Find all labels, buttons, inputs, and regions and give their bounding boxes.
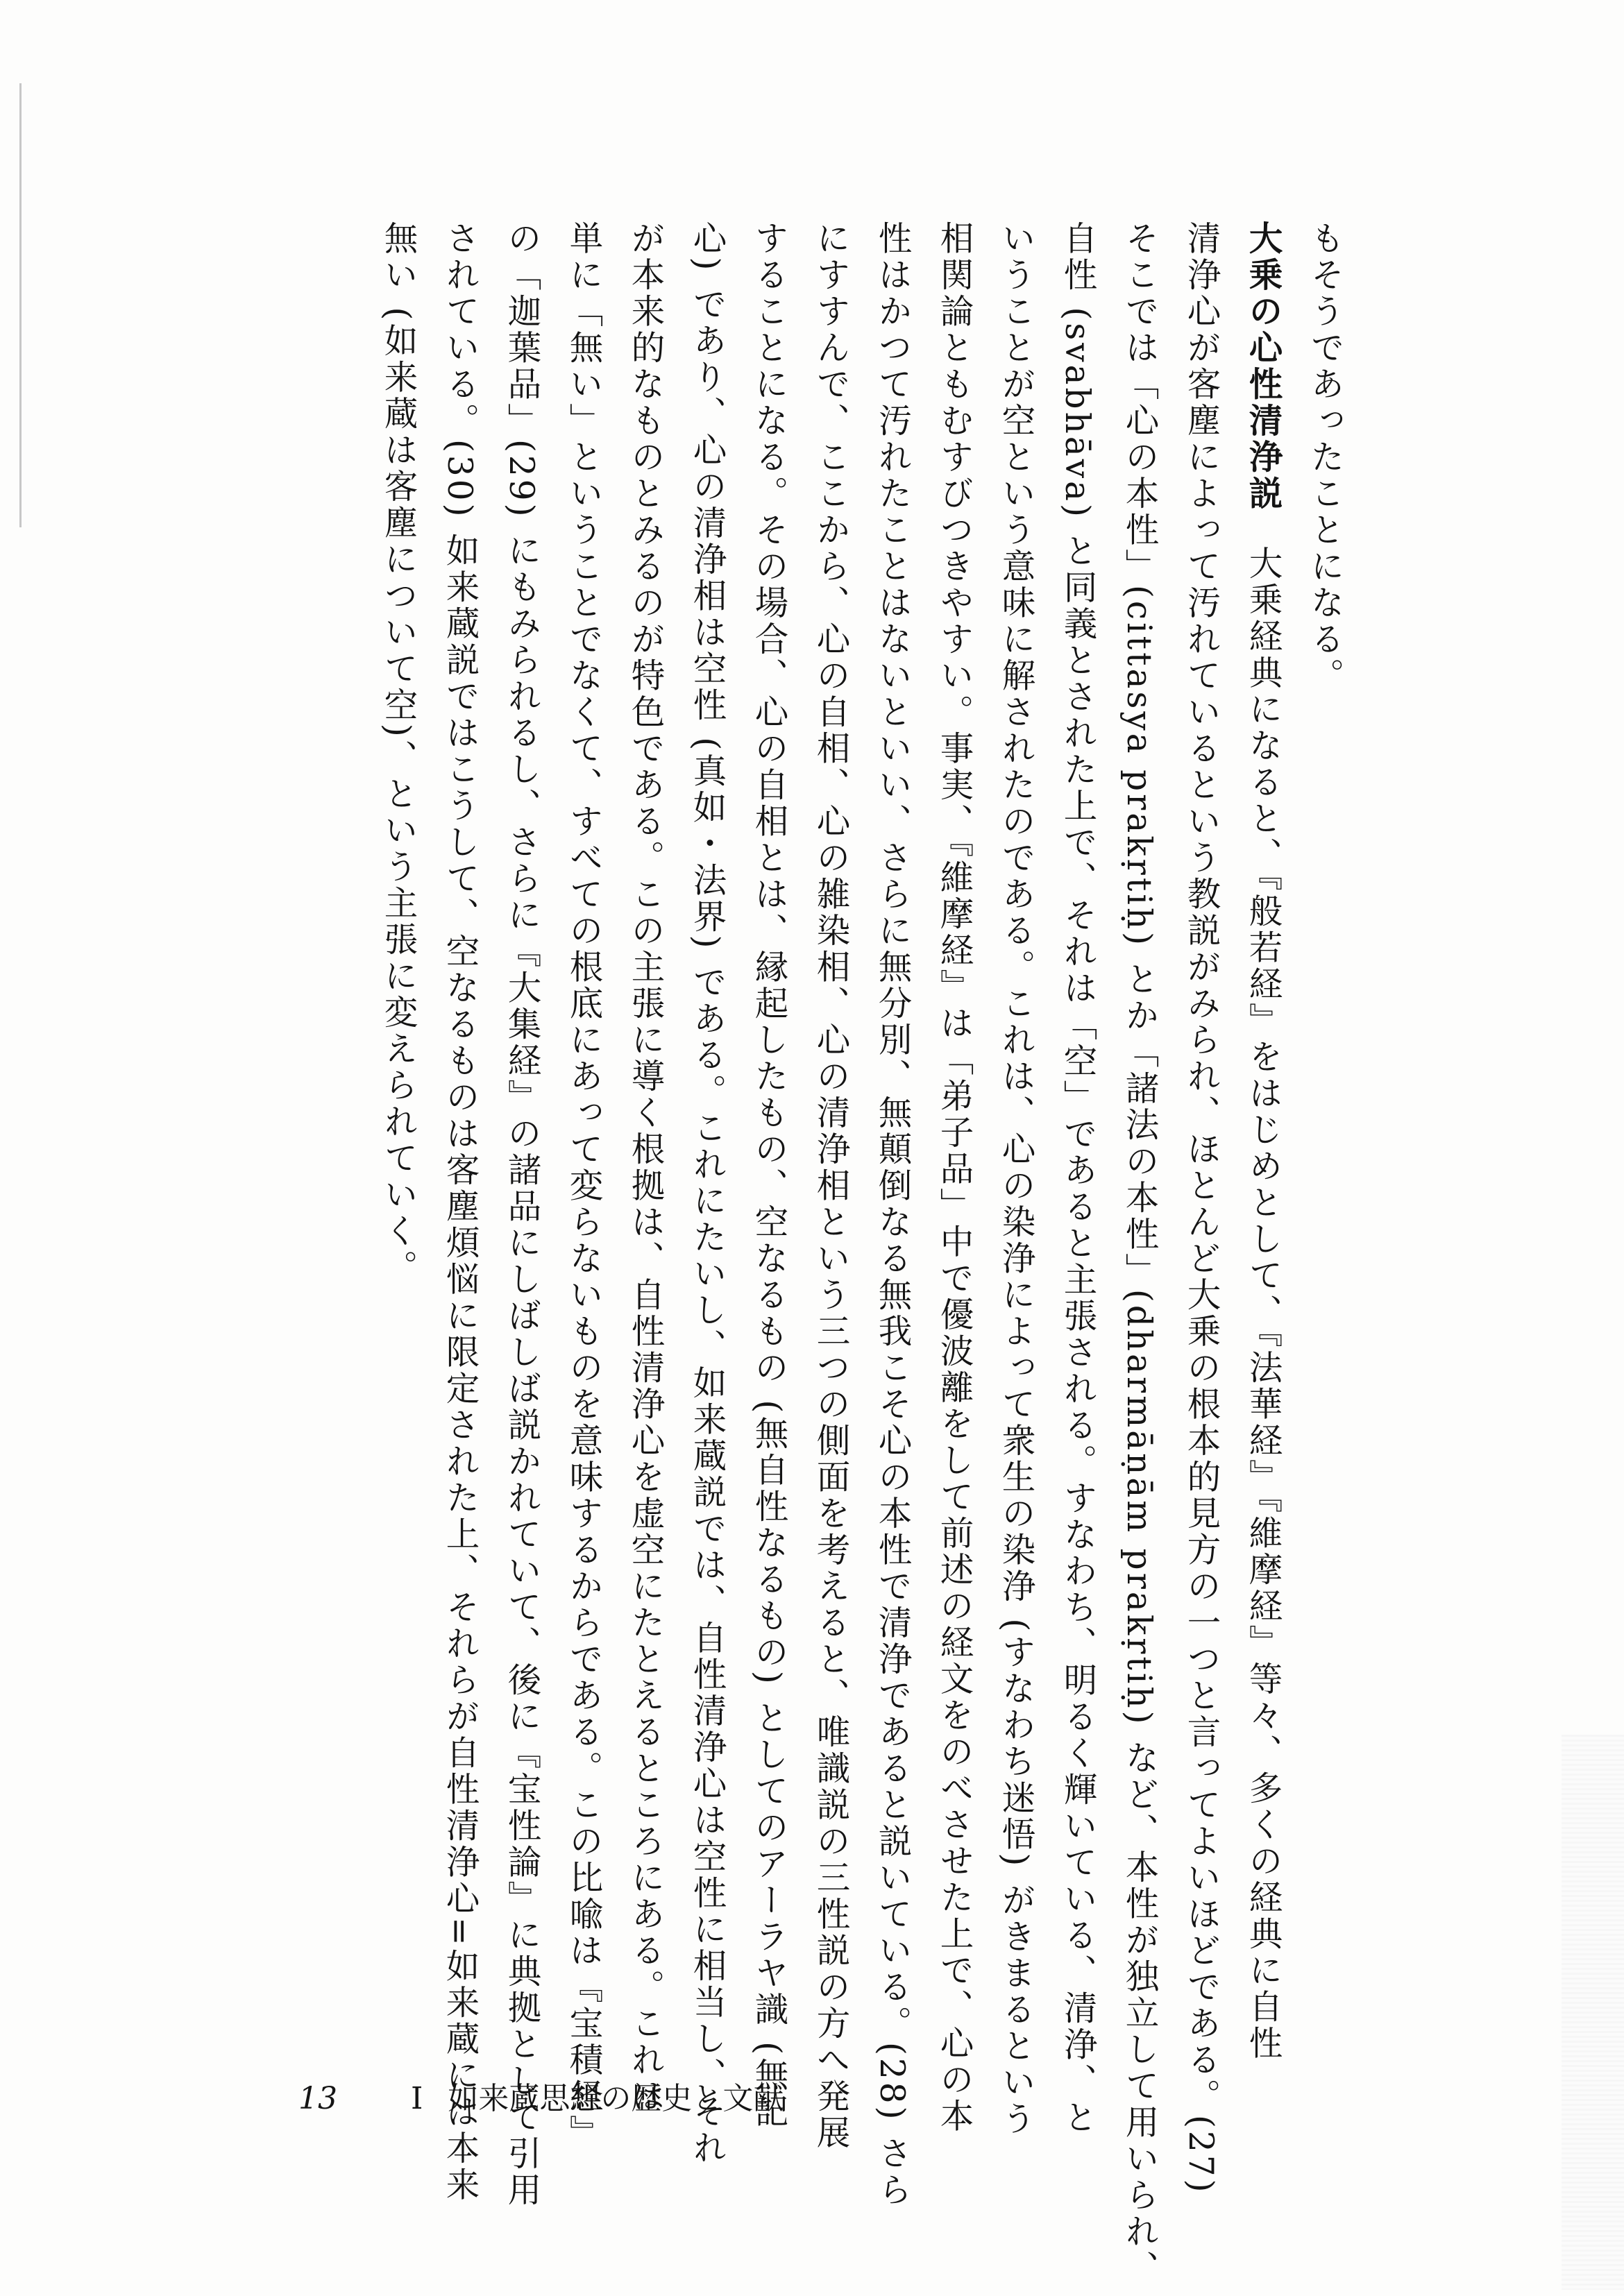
text-line: 無い (如来蔵は客塵について空)、という主張に変えられていく。: [378, 221, 417, 1286]
page-number: 13: [298, 2081, 337, 2116]
text-line: もそうであったことになる。: [1305, 221, 1344, 695]
text-line: 単に「無い」ということでなくて、すべての根底にあって変らないものを意味するからである。この比喩は『宝積経』: [564, 221, 602, 2152]
text-line: 心) であり、心の清浄相は空性 (真如・法界) である。これにたいし、如来蔵説では、自性清浄心は空性に相当し、それ: [687, 221, 726, 2167]
text-line: することになる。その場合、心の自相とは、縁起したもの、空なるもの (無自性なるもの) としてのアーラヤ識 (無記: [749, 221, 788, 2131]
text-line: そこでは「心の本性」(cittasya prakṛtiḥ) とか「諸法の本性」(dharmāṇām prakṛtiḥ) など、本性が独立して用いられ、: [1119, 221, 1158, 2287]
text-line-content: 大乗経典になると、『般若経』をはじめとして、『法華経』『維摩経』等々、多くの経典に自性: [1243, 545, 1282, 2062]
text-line: 性はかつて汚れたことはないといい、さらに無分別、無顛倒なる無我こそ心の本性で清浄であると説いている。(28) さら: [872, 221, 911, 2209]
section-heading: 大乗の心性清浄説: [1243, 221, 1282, 512]
text-line: 自性 (svabhāva) と同義とされた上で、それは「空」であると主張される。すなわち、明るく輝いている、清浄、と: [1058, 221, 1097, 2136]
text-line: の「迦葉品」(29) にもみられるし、さらに『大集経』の諸品にしばしば説かれていて、後に『宝性論』に典拠として引用: [502, 221, 541, 2209]
scan-edge-noise: [1562, 1735, 1624, 2290]
text-line: されている。(30) 如来蔵説ではこうして、空なるものは客塵煩悩に限定された上、それらが自性清浄心=如来蔵には本来: [440, 221, 479, 2204]
running-title: 如来蔵思想の歴史と文献: [448, 2081, 784, 2116]
text-line: いうことが空という意味に解されたのである。これは、心の染浄によって衆生の染浄 (すなわち迷悟) がきまるという: [996, 221, 1035, 2138]
text-line: 相関論ともむすびつきやすい。事実、『維摩経』は「弟子品」中で優波離をして前述の経文をのべさせた上で、心の本: [934, 221, 973, 2135]
text-line: 清浄心が客塵によって汚れているという教説がみられ、ほとんど大乗の根本的見方の一つと言ってよいほどである。(27): [1181, 221, 1220, 2195]
text-line: [1231, 221, 1293, 2062]
text-line: が本来的なものとみるのが特色である。この主張に導く根拠は、自性清浄心を虚空にたとえるところにある。これは: [625, 221, 664, 2115]
part-numeral: I: [411, 2081, 423, 2116]
running-footer: [298, 2073, 784, 2118]
binding-shadow: [19, 83, 22, 527]
text-line: にすすんで、ここから、心の自相、心の雑染相、心の清浄相という三つの側面を考えると、唯識説の三性説の方へ発展: [811, 221, 849, 2152]
